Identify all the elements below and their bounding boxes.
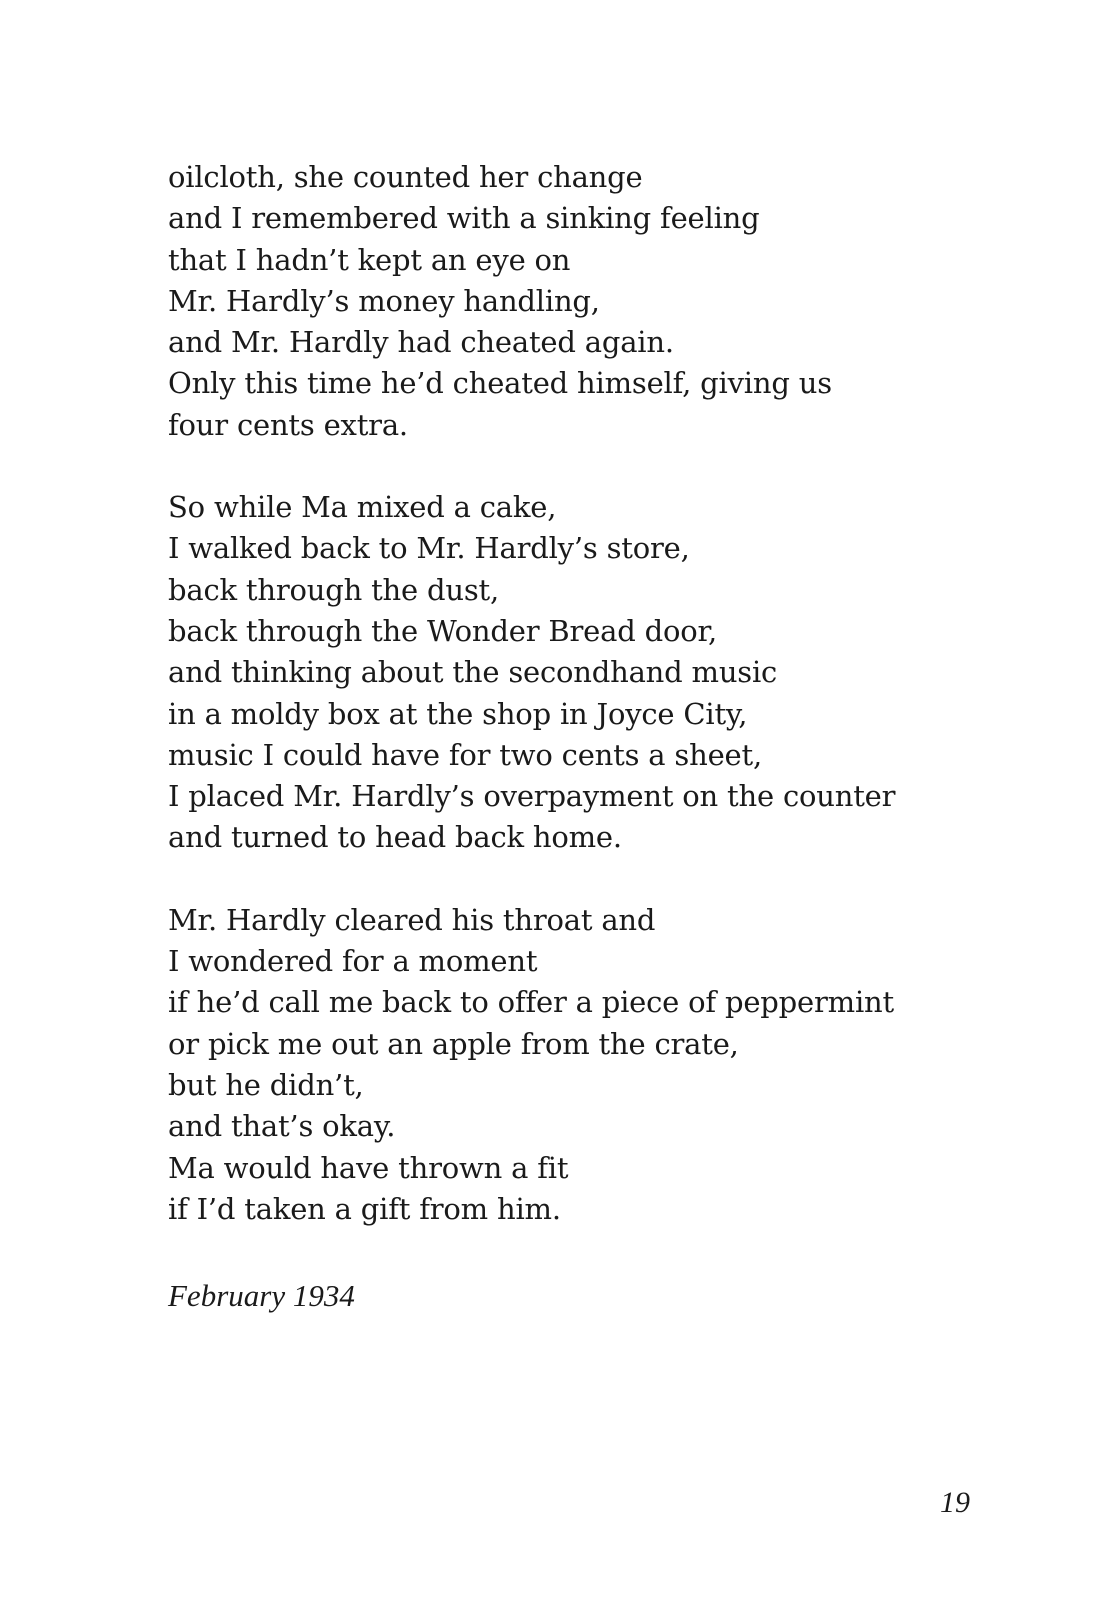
poem-line: or pick me out an apple from the crate, [168, 1026, 739, 1061]
poem-line: and thinking about the secondhand music [168, 655, 778, 690]
poem-line: but he didn’t, [168, 1067, 364, 1102]
poem-line: and Mr. Hardly had cheated again. [168, 325, 674, 360]
poem-line: if he’d call me back to offer a piece of peppermint [168, 985, 894, 1020]
poem-line: if I’d taken a gift from him. [168, 1191, 561, 1226]
poem-line: in a moldy box at the shop in Joyce City, [168, 696, 748, 731]
page-number: 19 [940, 1486, 970, 1519]
poem-line: and I remembered with a sinking feeling [168, 201, 760, 236]
poem-line: back through the Wonder Bread door, [168, 613, 717, 648]
poem-line: four cents extra. [168, 407, 408, 442]
poem-line: and turned to head back home. [168, 820, 622, 855]
stanza-1 [168, 157, 1028, 446]
poem-line: I walked back to Mr. Hardly’s store, [168, 531, 690, 566]
poem-line: and that’s okay. [168, 1109, 396, 1144]
poem-line: oilcloth, she counted her change [168, 160, 643, 194]
poem-line: I wondered for a moment [168, 944, 538, 979]
poem-line: Ma would have thrown a fit [168, 1150, 569, 1185]
poem-line: Mr. Hardly’s money handling, [168, 283, 600, 318]
poem-line: Only this time he’d cheated himself, giving us [168, 366, 832, 401]
stanza-3 [168, 900, 1028, 1230]
poem-line: music I could have for two cents a sheet, [168, 737, 762, 772]
poem-line: back through the dust, [168, 572, 499, 607]
poem-line: that I hadn’t kept an eye on [168, 242, 571, 277]
poem-line: So while Ma mixed a cake, [168, 490, 557, 525]
poem-line: I placed Mr. Hardly’s overpayment on the counter [168, 779, 896, 814]
poem-dateline: February 1934 [168, 1278, 355, 1313]
stanza-2 [168, 487, 1028, 859]
poem-line: Mr. Hardly cleared his throat and [168, 902, 656, 937]
poem-body [168, 157, 1028, 1271]
